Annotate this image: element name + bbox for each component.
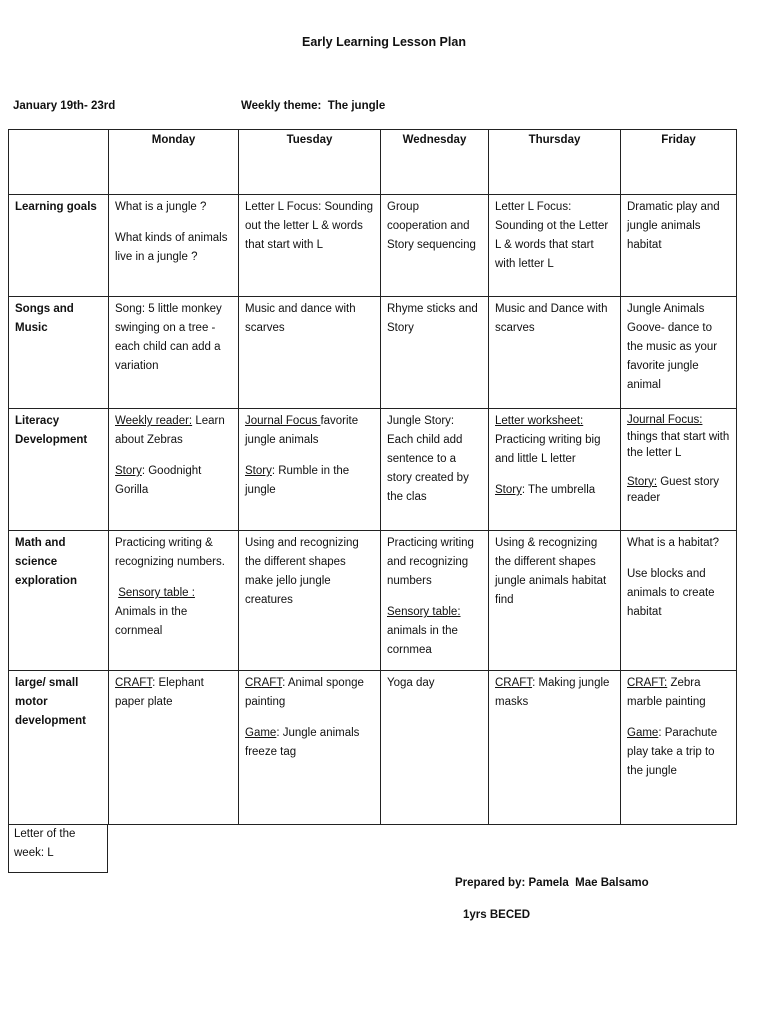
cell-math-monday [109, 531, 239, 671]
craft-text: : Elephant paper plate [115, 677, 204, 708]
cell-goals-wednesday: Group cooperation and Story sequencing [381, 195, 489, 297]
letter-worksheet-label: Letter worksheet: [495, 415, 584, 427]
literacy-tuesday-journal [245, 412, 374, 450]
sensory-table-text: Animals in the cornmeal [115, 606, 188, 637]
motor-thursday-craft [495, 674, 614, 712]
motor-tuesday-craft [245, 674, 374, 712]
table-row-math-science [9, 531, 737, 671]
cell-songs-wednesday: Rhyme sticks and Story [381, 297, 489, 409]
game-label: Game [627, 727, 659, 739]
cell-literacy-monday [109, 409, 239, 531]
math-monday-text: Practicing writing & recognizing numbers. [115, 537, 225, 568]
cell-goals-friday: Dramatic play and jungle animals habitat [621, 195, 737, 297]
math-friday-text: Use blocks and animals to create habitat [627, 568, 715, 618]
story-text: : Goodnight Gorilla [115, 465, 202, 496]
motor-friday-game [627, 724, 730, 781]
table-header-row [9, 130, 737, 195]
table-row-literacy [9, 409, 737, 531]
weekly-theme: Weekly theme: The jungle [241, 100, 386, 112]
sensory-table-text: animals in the cornmea [387, 625, 458, 656]
row-label-songs: Songs and Music [9, 297, 109, 409]
literacy-friday-journal [627, 412, 730, 462]
cell-motor-friday [621, 671, 737, 825]
header-thursday: Thursday [489, 130, 621, 195]
row-label-math-science: Math and science exploration [9, 531, 109, 671]
craft-text: : Animal sponge painting [245, 677, 364, 708]
goals-monday-question-1: What is a jungle ? [115, 201, 207, 213]
craft-label: CRAFT: [627, 677, 668, 689]
story-text: : The umbrella [521, 484, 596, 496]
document-title: Early Learning Lesson Plan [302, 35, 466, 49]
craft-label: CRAFT [115, 677, 153, 689]
story-text: : Rumble in the jungle [245, 465, 350, 496]
craft-label: CRAFT [495, 677, 533, 689]
credential: 1yrs BECED [463, 909, 531, 921]
game-text: : Jungle animals freeze tag [245, 727, 360, 758]
journal-focus-label: Journal Focus [245, 415, 321, 427]
craft-label: CRAFT [245, 677, 283, 689]
cell-math-friday [621, 531, 737, 671]
header-monday: Monday [109, 130, 239, 195]
cell-songs-thursday: Music and Dance with scarves [489, 297, 621, 409]
row-label-learning-goals: Learning goals [9, 195, 109, 297]
letter-of-the-week: Letter of the week: L [8, 824, 108, 873]
cell-motor-tuesday [239, 671, 381, 825]
story-label: Story: [627, 475, 658, 488]
story-label: Story [115, 465, 142, 477]
story-label: Story [495, 484, 522, 496]
lesson-plan-table [8, 129, 737, 825]
goals-monday-question-2: What kinds of animals live in a jungle ? [115, 232, 228, 263]
cell-literacy-wednesday: Jungle Story: Each child add sentence to a story created by the clas [381, 409, 489, 531]
weekly-reader-label: Weekly reader: [115, 415, 193, 427]
math-friday-question: What is a habitat? [627, 537, 720, 549]
journal-focus-label: Journal Focus: [627, 414, 703, 426]
cell-literacy-thursday [489, 409, 621, 531]
row-label-motor: large/ small motor development [9, 671, 109, 825]
cell-motor-wednesday: Yoga day [381, 671, 489, 825]
cell-math-wednesday [381, 531, 489, 671]
header-friday: Friday [621, 130, 737, 195]
literacy-friday-story [627, 474, 730, 507]
table-row-motor [9, 671, 737, 825]
header-wednesday: Wednesday [381, 130, 489, 195]
cell-literacy-friday [621, 409, 737, 531]
literacy-thursday-story [495, 481, 614, 500]
cell-literacy-tuesday [239, 409, 381, 531]
sensory-table-label: Sensory table: [387, 606, 461, 618]
motor-monday-craft [115, 674, 232, 712]
story-text: Guest story reader [627, 475, 720, 504]
cell-goals-monday [109, 195, 239, 297]
cell-songs-friday: Jungle Animals Goove- dance to the music as your favorite jungle animal [621, 297, 737, 409]
cell-math-tuesday: Using and recognizing the different shapes make jello jungle creatures [239, 531, 381, 671]
header-empty-cell [9, 130, 109, 195]
game-text: : Parachute play take a trip to the jungle [627, 727, 718, 777]
motor-friday-craft [627, 674, 730, 712]
craft-text: : Making jungle masks [495, 677, 610, 708]
cell-goals-thursday: Letter L Focus: Sounding ot the Letter L & words that start with letter L [489, 195, 621, 297]
craft-text: Zebra marble painting [627, 677, 706, 708]
math-wednesday-text: Practicing writing and recognizing numbers [387, 537, 474, 587]
table-row-songs [9, 297, 737, 409]
sensory-table-label [115, 584, 232, 603]
literacy-monday-story [115, 462, 232, 500]
game-label: Game [245, 727, 277, 739]
prepared-by: Prepared by: Pamela Mae Balsamo [455, 877, 649, 889]
row-label-literacy: Literacy Development [9, 409, 109, 531]
header-tuesday: Tuesday [239, 130, 381, 195]
cell-math-thursday: Using & recognizing the different shapes jungle animals habitat find [489, 531, 621, 671]
table-row-learning-goals [9, 195, 737, 297]
letter-worksheet-text: Practicing writing big and little L letter [495, 434, 601, 465]
cell-songs-tuesday: Music and dance with scarves [239, 297, 381, 409]
literacy-monday-reader [115, 412, 232, 450]
weekly-reader-text: Learn about Zebras [115, 415, 225, 446]
literacy-thursday-worksheet [495, 412, 614, 469]
motor-tuesday-game [245, 724, 374, 762]
cell-motor-thursday [489, 671, 621, 825]
story-label: Story [245, 465, 272, 477]
journal-focus-text: things that start with the letter L [627, 430, 730, 459]
literacy-tuesday-story [245, 462, 374, 500]
cell-motor-monday [109, 671, 239, 825]
date-range: January 19th- 23rd [13, 100, 116, 112]
sensory-table-label-text: Sensory table : [118, 587, 195, 599]
cell-songs-monday: Song: 5 little monkey swinging on a tree - each child can add a variation [109, 297, 239, 409]
cell-goals-tuesday: Letter L Focus: Sounding out the letter L & words that start with L [239, 195, 381, 297]
journal-focus-text: favorite jungle animals [245, 415, 359, 446]
